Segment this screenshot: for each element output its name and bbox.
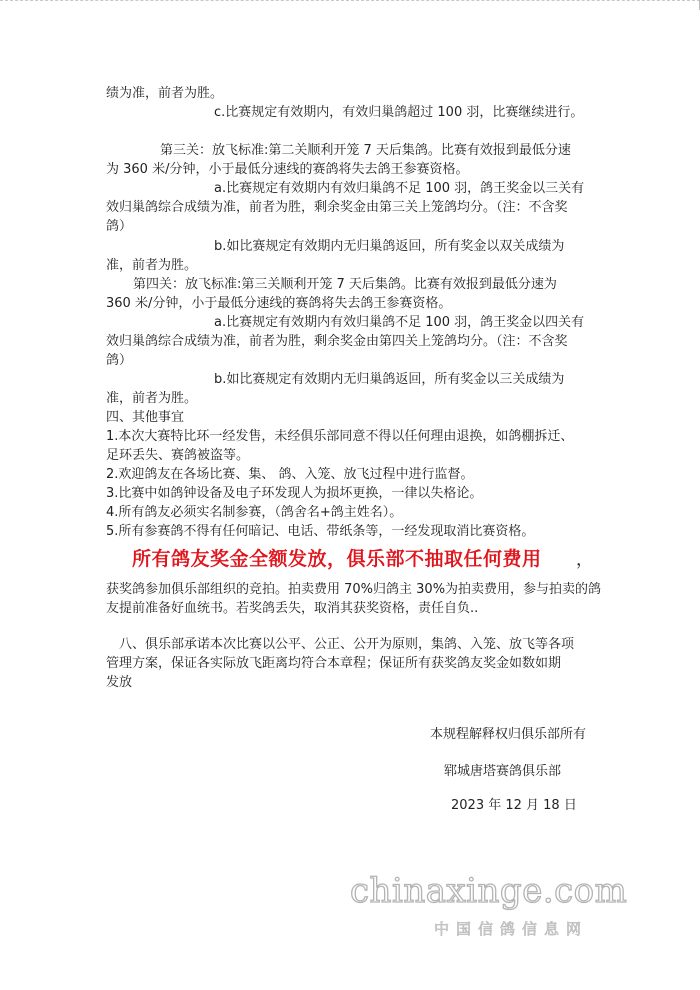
document-date: 2023 年 12 月 18 日 [451,798,577,813]
body-line: 3.比赛中如鸽钟设备及电子环发现人为损坏更换，一律以失格论。 [106,486,483,501]
watermark-site: chinaxinge.com [350,871,628,911]
body-line: 为 360 米/分钟，小于最低分速线的赛鸽将失去鸽王参赛资格。 [106,162,469,177]
body-line: 2.欢迎鸽友在各场比赛、集、 鸽、入笼、放飞过程中进行监督。 [106,467,474,482]
body-line: 第四关：放飞标准:第三关顺利开笼 7 天后集鸽。比赛有效报到最低分速为 [133,277,557,292]
body-line: c.比赛规定有效期内，有效归巢鸽超过 100 羽，比赛继续进行。 [214,105,584,120]
rights-statement: 本规程解释权归俱乐部所有 [430,727,587,742]
body-line: 鸽） [106,353,133,368]
body-line: 第三关：放飞标准:第二关顺利开笼 7 天后集鸽。比赛有效报到最低分速 [160,143,571,158]
watermark-site-cn: 中国信鸽信息网 [434,920,589,938]
body-line: 准，前者为胜。 [106,391,198,406]
body-line: 准，前者为胜。 [106,258,198,273]
body-line: 管理方案，保证各实际放飞距离均符合本章程；保证所有获奖鸽友奖金如数如期 [106,656,562,671]
body-line: 鸽） [106,219,133,234]
body-line: 八、俱乐部承诺本次比赛以公平、公正、公开为原则，集鸽、入笼、放飞等各项 [119,637,575,652]
body-line: 足环丢失、赛鸽被盗等。 [106,448,250,463]
body-line: a.比赛规定有效期内有效归巢鸽不足 100 羽，鸽王奖金以四关有 [214,315,585,330]
body-line: 友提前准备好血统书。若奖鸽丢失，取消其获奖资格，责任自负.. [106,601,479,616]
body-line: 效归巢鸽综合成绩为准，前者为胜，剩余奖金由第四关上笼鸽均分。（注：不含奖 [106,334,568,349]
body-line: 效归巢鸽综合成绩为准，前者为胜，剩余奖金由第三关上笼鸽均分。（注：不含奖 [106,200,568,215]
highlight-comma: ， [576,550,593,570]
body-line: b.如比赛规定有效期内无归巢鸽返回，所有奖金以双关成绩为 [214,239,565,254]
body-line: 绩为准，前者为胜。 [106,86,224,101]
body-line: b.如比赛规定有效期内无归巢鸽返回，所有奖金以三关成绩为 [214,372,565,387]
club-name: 郓城唐塔赛鸽俱乐部 [444,764,562,779]
highlight-announcement: 所有鸽友奖金全额发放，俱乐部不抽取任何费用 [132,548,542,570]
body-line: 获奖鸽参加俱乐部组织的竞拍。拍卖费用 70%归鸽主 30%为拍卖费用，参与拍卖的鸽 [106,582,602,597]
page-top-border [0,0,700,1]
body-line: 5.所有参赛鸽不得有任何暗记、电话、带纸条等，一经发现取消比赛资格。 [106,524,535,539]
body-line: 发放 [106,675,133,690]
body-line: a.比赛规定有效期内有效归巢鸽不足 100 羽，鸽王奖金以三关有 [214,181,585,196]
body-line: 360 米/分钟，小于最低分速线的赛鸽将失去鸽王参赛资格。 [106,296,452,311]
body-line: 1.本次大赛特比环一经发售，未经俱乐部同意不得以任何理由退换，如鸽棚拆迁、 [106,429,574,444]
body-line: 4.所有鸽友必须实名制参赛，（鸽舍名+鸽主姓名）。 [106,505,403,520]
section-heading: 四、其他事宜 [106,410,185,425]
